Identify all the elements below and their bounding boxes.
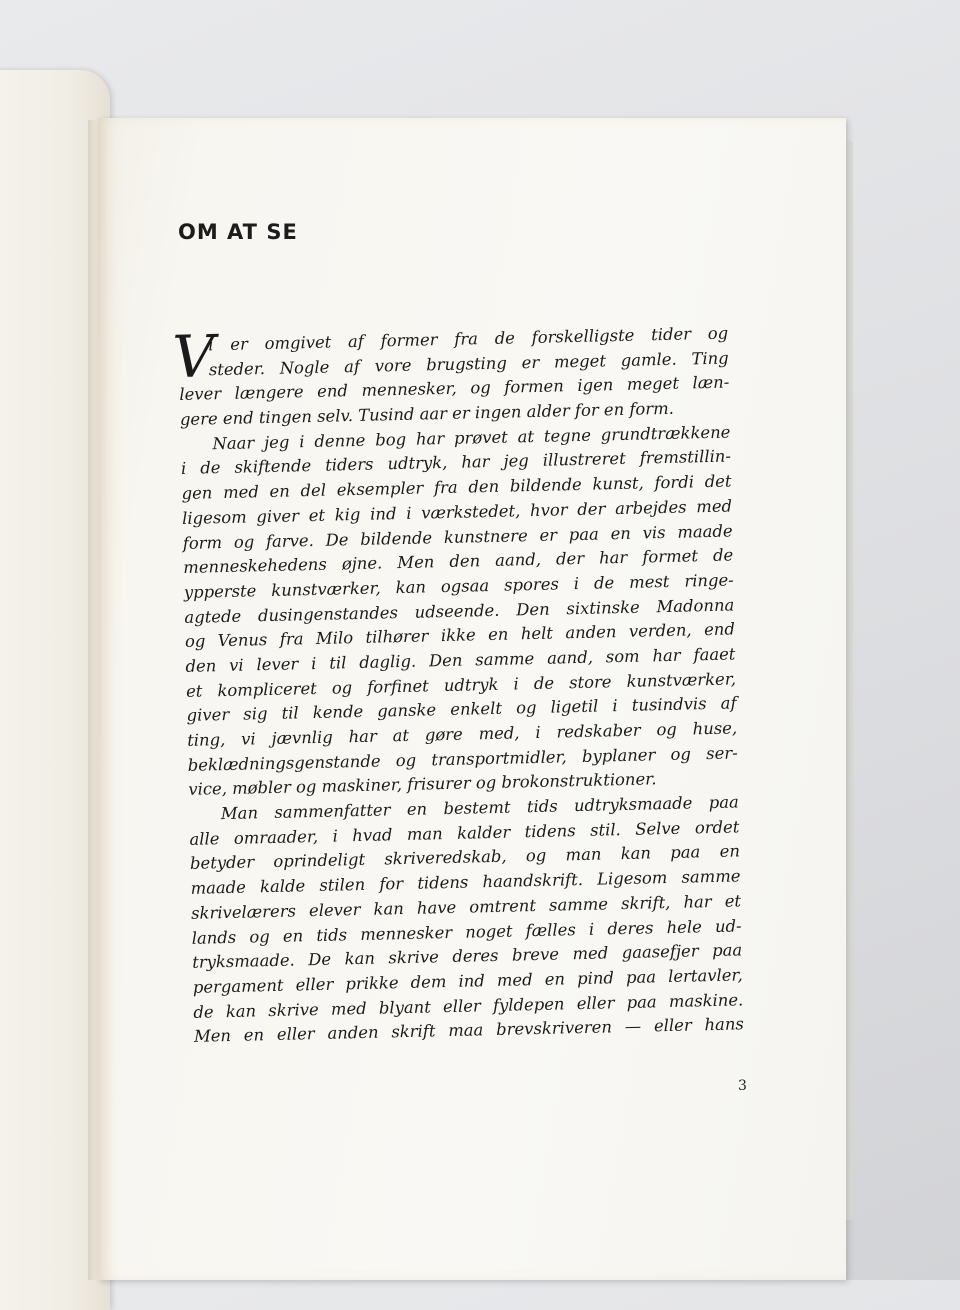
text-line: alle omraader, i hvad man kalder tidens stil. Selve ordet [189,817,740,849]
text-line: form og farve. De bildende kunstnere er paa en vis maade [182,520,733,553]
text-line: steder. Nogle af vore brugsting er meget gamle. Ting [208,348,729,379]
text-line: i de skiftende tiders udtryk, har jeg illustreret fremstillin- [180,446,732,479]
text-line: skrivelærers elever kan have omtrent samme skrift, har et [190,891,742,923]
text-line: tryksmaade. De kan skrive deres breve med gaasefjer paa [192,940,743,973]
text-line: maade kalde stilen for tidens haandskrift. Ligesom samme [190,866,741,898]
text-line: ypperste kunstværker, kan ogsaa spores i de mest ringe- [183,570,734,602]
text-line: Naar jeg i denne bog har prøvet at tegne grundtrækkene [212,422,731,453]
text-line: den vi lever i til daglig. Den samme aand, som har faaet [185,644,736,676]
text-line: gen med en del eksempler fra den bildende kunst, fordi det [181,471,732,504]
text-line: og Venus fra Milo tilhører ikke en helt anden verden, end [184,619,736,652]
text-line: agtede dusingenstandes udseende. Den sixtinske Madonna [184,595,735,627]
text-line: lands og en tids mennesker noget fælles i deres hele ud- [191,915,742,948]
text-line: gere end tingen selv. Tusind aar er ingen alder for en form. [179,398,675,430]
text-line: i er omgivet af former fra de forskelligste tider og [208,323,729,355]
text-line: betyder oprindeligt skriveredskab, og man kan paa en [189,841,741,874]
text-line: menneskehedens øjne. Men den aand, der har formet de [183,545,734,578]
chapter-heading: OM AT SE [178,220,298,244]
page-number: 3 [738,1078,747,1094]
body-text [171,322,745,1050]
text-line: giver sig til kende ganske enkelt og ligetil i tusindvis af [186,693,737,726]
text-line: ting, vi jævnlig har at gøre med, i redskaber og huse, [187,718,738,750]
text-line: lever længere end mennesker, og formen igen meget læn- [179,372,730,405]
text-line: beklædningsgenstande og transportmidler, byplaner og ser- [187,743,738,775]
text-line: Man sammenfatter en bestemt tids udtryksmaade paa [220,792,739,824]
text-line: de kan skrive med blyant eller fyldepen eller paa maskine. [193,989,744,1022]
text-line: et kompliceret og forfinet udtryk i de store kunstværker, [185,669,737,701]
text-line: Men en eller anden skrift maa brevskriveren — eller hans [193,1014,745,1047]
text-line: pergament eller prikke dem ind med en pind paa lertavler, [192,965,743,997]
drop-cap: V [171,322,216,392]
text-line: vice, møbler og maskiner, frisurer og brokonstruktioner. [188,769,657,800]
text-line: ligesom giver et kig ind i værkstedet, hvor der arbejdes med [181,496,733,528]
